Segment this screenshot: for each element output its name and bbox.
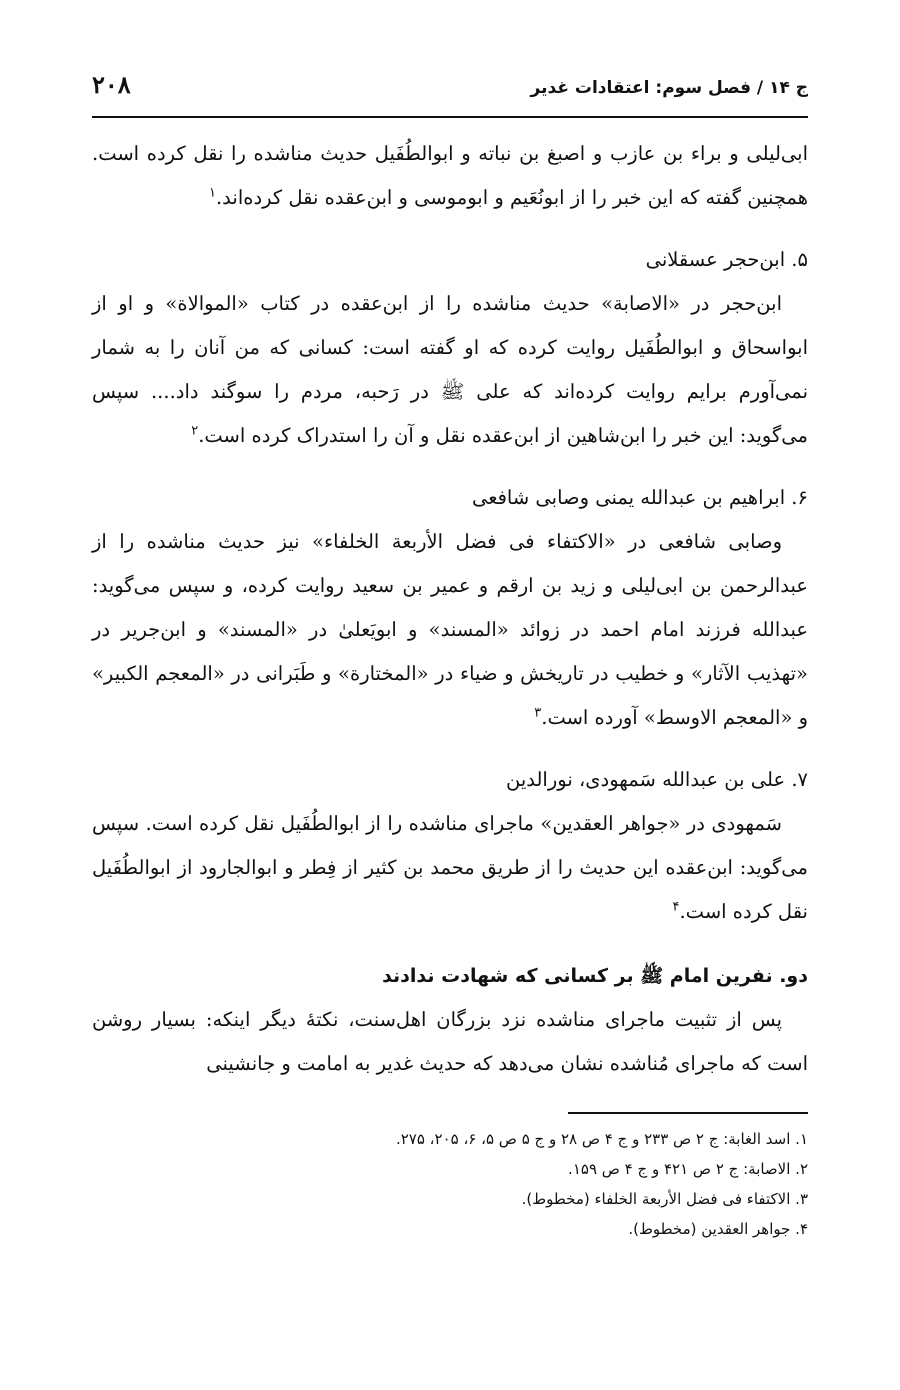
- footnote-ref-3: ۳: [534, 705, 542, 721]
- paragraph-2: [92, 282, 808, 458]
- paragraph-3-text: وصابی شافعی در «الاکتفاء فی فضل الأربعة الخلفاء» نیز حدیث مناشده را از عبدالرحمن بن ابی‌لیلی و زید بن ارقم و عمیر بن سعید روایت کرده، و سپس می‌گوید: عبدالله فرزند امام احمد در زوائد «المسند» و ابویَعلیٰ در «المسند» و ابن‌جریر در «تهذیب الآثار» و خطیب در تاریخش و ضیاء در «المختارة» و طَبَرانی در «المعجم الکبیر» و «المعجم الاوسط» آورده است.: [92, 530, 808, 729]
- footnote-4: ۴. جواهر العقدین (مخطوط).: [628, 1220, 808, 1238]
- page-header: [92, 70, 808, 118]
- paragraph-4: [92, 802, 808, 934]
- item-heading-6: ۶. ابراهیم بن عبدالله یمنی وصابی شافعی: [471, 486, 808, 509]
- paragraph-2-text: ابن‌حجر در «الاصابة» حدیث مناشده را از ابن‌عقده در کتاب «الموالاة» و او از ابواسحاق و ابوالطُفَیل روایت کرده که او گفته است: کسانی که من آنان را به شمار نمی‌آورم برایم روایت کرده‌اند که علی ﷺ در رَحبه، مردم را سوگند داد.... سپس می‌گوید: این خبر را ابن‌شاهین از ابن‌عقده نقل و آن را استدراک کرده است.: [92, 292, 808, 447]
- footnote-ref-2: ۲: [191, 423, 199, 439]
- paragraph-5: پس از تثبیت ماجرای مناشده نزد بزرگان اهل‌سنت، نکتهٔ دیگر اینکه: بسیار روشن است که ماجرای مُناشده نشان می‌دهد که حدیث غدیر به امامت و جانشینی: [92, 1008, 808, 1075]
- footnote-1: ۱. اسد الغابة: ج ۲ ص ۲۳۳ و ج ۴ ص ۲۸ و ج ۵ ص ۵، ۶، ۲۰۵، ۲۷۵.: [395, 1130, 808, 1148]
- paragraph-1: [92, 132, 808, 220]
- footnote-ref-1: ۱: [208, 185, 216, 201]
- item-heading-5: ۵. ابن‌حجر عسقلانی: [645, 248, 808, 271]
- footnote-ref-4: ۴: [672, 899, 680, 915]
- section-heading: دو. نفرین امام ﷺ بر کسانی که شهادت ندادند: [382, 965, 808, 987]
- footnotes: [92, 1124, 808, 1244]
- footnote-3: ۳. الاکتفاء فی فضل الأربعة الخلفاء (مخطوط).: [521, 1190, 808, 1208]
- main-text: [92, 132, 808, 1086]
- footnote-2: ۲. الاصابة: ج ۲ ص ۴۲۱ و ج ۴ ص ۱۵۹.: [568, 1160, 808, 1178]
- paragraph-4-text: سَمهودی در «جواهر العقدین» ماجرای مناشده را از ابوالطُفَیل نقل کرده است. سپس می‌گوید: ابن‌عقده این حدیث را از طریق محمد بن کثیر از فِطر و ابوالجارود از ابوالطُفَیل نقل کرده است.: [92, 812, 808, 923]
- running-head: ج ۱۴ / فصل سوم: اعتقادات غدیر: [530, 78, 808, 98]
- item-heading-7: ۷. علی بن عبدالله سَمهودی، نورالدین: [505, 768, 808, 791]
- page-number: ۲۰۸: [92, 70, 131, 99]
- book-page: [92, 70, 808, 1244]
- paragraph-3: [92, 520, 808, 740]
- paragraph-1-text: ابی‌لیلی و براء بن عازب و اصبغ بن نباته و ابوالطُفَیل حدیث مناشده را نقل کرده است. همچنین گفته که این خبر را از ابونُعَیم و ابوموسی و ابن‌عقده نقل کرده‌اند.: [92, 142, 808, 209]
- footnote-separator: [568, 1112, 808, 1114]
